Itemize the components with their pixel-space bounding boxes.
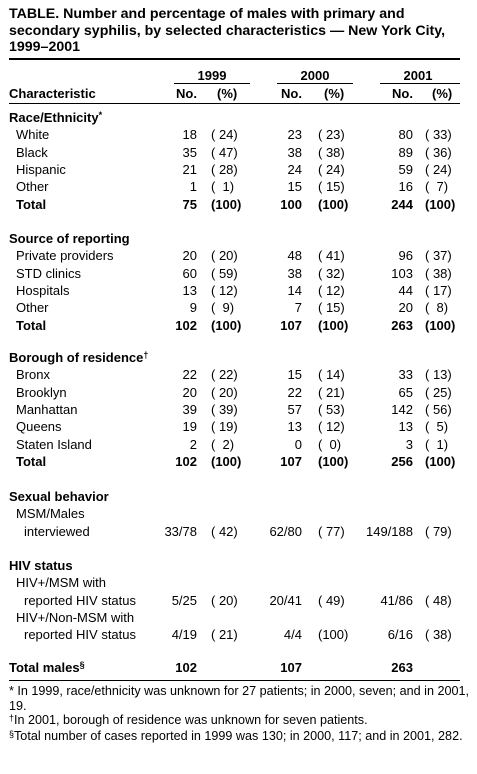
table-cell-pct: ( 8)	[425, 300, 449, 315]
table-cell-pct: ( 56)	[425, 402, 452, 417]
table-cell-no: 256	[391, 454, 413, 469]
header-rule	[9, 103, 460, 104]
pct-header-1999: (%)	[217, 86, 238, 101]
table-cell-no: 35	[182, 145, 197, 160]
year-underline-2000	[277, 83, 353, 84]
total-males-mark: §	[79, 660, 85, 670]
footnote-mark: *	[9, 684, 14, 698]
pct-header-2000: (%)	[324, 86, 345, 101]
table-cell-pct: ( 15)	[318, 300, 345, 315]
table-cell-pct: ( 22)	[211, 367, 238, 382]
table-cell-no: 20	[182, 248, 197, 263]
table-cell-no: 33	[398, 367, 413, 382]
table-row-label: STD clinics	[16, 266, 82, 281]
table-cell-no: 1	[189, 179, 197, 194]
table-cell-no: 22	[287, 385, 302, 400]
table-cell-pct: (100)	[211, 318, 242, 333]
section-heading	[9, 231, 130, 246]
table-cell-no: 65	[398, 385, 413, 400]
table-cell-pct: ( 23)	[318, 127, 345, 142]
table-cell-no: 60	[182, 266, 197, 281]
table-cell-no: 24	[287, 162, 302, 177]
table-cell-no: 21	[182, 162, 197, 177]
sexual-behavior-cell-no: 149/188	[366, 524, 413, 539]
table-cell-no: 103	[391, 266, 413, 281]
table-cell-pct: ( 28)	[211, 162, 238, 177]
table-cell-no: 13	[398, 419, 413, 434]
table-row-label: Total	[16, 318, 47, 333]
table-cell-pct: ( 59)	[211, 266, 238, 281]
table-cell-no: 7	[294, 300, 302, 315]
table-row-label: Brooklyn	[16, 385, 67, 400]
total-males-1999: 102	[175, 660, 197, 675]
table-cell-pct: ( 36)	[425, 145, 452, 160]
table-cell-pct: ( 19)	[211, 419, 238, 434]
total-males-2000: 107	[280, 660, 302, 675]
table-cell-no: 75	[182, 197, 197, 212]
table-cell-no: 23	[287, 127, 302, 142]
table-cell-no: 15	[287, 367, 302, 382]
section-heading	[9, 110, 102, 125]
table-cell-no: 80	[398, 127, 413, 142]
table-cell-pct: ( 32)	[318, 266, 345, 281]
table-cell-pct: (100)	[318, 454, 349, 469]
table-row-label: Total	[16, 197, 47, 212]
year-underline-2001	[380, 83, 460, 84]
table-cell-pct: (100)	[211, 454, 242, 469]
year-header-1999: 1999	[197, 68, 227, 83]
table-cell-pct: ( 41)	[318, 248, 345, 263]
hiv-nonmsm-cell-no: 4/4	[283, 627, 302, 642]
table-cell-no: 100	[280, 197, 302, 212]
table-cell-pct: (100)	[425, 454, 456, 469]
table-cell-no: 48	[287, 248, 302, 263]
table-cell-pct: (100)	[211, 197, 242, 212]
table-cell-pct: ( 1)	[211, 179, 235, 194]
footnote-mark: §	[9, 729, 15, 739]
table-cell-no: 102	[175, 454, 197, 469]
table-cell-no: 44	[398, 283, 413, 298]
no-header-2000: No.	[281, 86, 302, 101]
table-cell-pct: ( 1)	[425, 437, 449, 452]
table-cell-no: 142	[391, 402, 413, 417]
hiv-msm-cell-no: 20/41	[269, 593, 302, 608]
table-cell-pct: ( 5)	[425, 419, 449, 434]
table-cell-pct: (100)	[318, 318, 349, 333]
table-cell-no: 59	[398, 162, 413, 177]
hiv-msm-cell-no: 5/25	[171, 593, 197, 608]
table-cell-pct: ( 24)	[211, 127, 238, 142]
hiv-msm-label-line2: reported HIV status	[24, 593, 136, 608]
table-cell-pct: ( 14)	[318, 367, 345, 382]
table-cell-pct: ( 7)	[425, 179, 449, 194]
table-cell-pct: ( 20)	[211, 385, 238, 400]
table-cell-no: 102	[175, 318, 197, 333]
table-title: TABLE. Number and percentage of males with primary and secondary syphilis, by selected characteristics — New York City, 1999–2001	[9, 6, 446, 55]
table-cell-pct: ( 37)	[425, 248, 452, 263]
table-cell-pct: ( 12)	[318, 283, 345, 298]
table-cell-pct: (100)	[425, 197, 456, 212]
total-males-text: Total males	[9, 660, 80, 675]
hiv-nonmsm-cell-pct: (100)	[318, 627, 349, 642]
table-row-label: Private providers	[16, 248, 114, 263]
sexual-behavior-cell-pct: ( 79)	[425, 524, 452, 539]
hiv-msm-cell-pct: ( 49)	[318, 593, 345, 608]
footnote-text: Total number of cases reported in 1999 was 130; in 2000, 117; and in 2001, 282.	[14, 729, 463, 743]
table-row-label: Hispanic	[16, 162, 66, 177]
table-cell-no: 107	[280, 318, 302, 333]
table-cell-no: 9	[189, 300, 197, 315]
table-cell-pct: ( 33)	[425, 127, 452, 142]
table-cell-no: 13	[182, 283, 197, 298]
footnote-text: In 1999, race/ethnicity was unknown for 27 patients; in 2000, seven; and in 2001, 19.	[9, 684, 469, 713]
section-heading-text: Borough of residence	[9, 350, 144, 365]
table-cell-no: 89	[398, 145, 413, 160]
footnote-race	[9, 684, 471, 713]
table-cell-no: 16	[398, 179, 413, 194]
top-rule	[9, 58, 460, 60]
year-header-2000: 2000	[300, 68, 330, 83]
bottom-rule	[9, 680, 460, 681]
total-males-label	[9, 660, 85, 675]
total-males-2001: 263	[391, 660, 413, 675]
table-cell-no: 96	[398, 248, 413, 263]
pct-header-2001: (%)	[432, 86, 453, 101]
hiv-nonmsm-cell-pct: ( 38)	[425, 627, 452, 642]
year-header-2001: 2001	[403, 68, 433, 83]
footnote-borough	[9, 713, 471, 728]
table-cell-no: 14	[287, 283, 302, 298]
table-cell-pct: ( 20)	[211, 248, 238, 263]
table-cell-pct: ( 17)	[425, 283, 452, 298]
year-underline-1999	[174, 83, 250, 84]
section-heading-text: Source of reporting	[9, 231, 130, 246]
hiv-nonmsm-label-line2: reported HIV status	[24, 627, 136, 642]
table-cell-pct: (100)	[318, 197, 349, 212]
hiv-nonmsm-label-line1: HIV+/Non-MSM with	[16, 610, 135, 625]
table-cell-pct: ( 13)	[425, 367, 452, 382]
table-cell-no: 20	[398, 300, 413, 315]
table-row-label: Staten Island	[16, 437, 92, 452]
table-cell-no: 244	[391, 197, 413, 212]
hiv-status-heading: HIV status	[9, 558, 73, 573]
table-cell-pct: ( 24)	[318, 162, 345, 177]
table-cell-no: 20	[182, 385, 197, 400]
sexual-behavior-cell-no: 62/80	[269, 524, 302, 539]
table-cell-no: 263	[391, 318, 413, 333]
hiv-msm-cell-no: 41/86	[380, 593, 413, 608]
table-cell-no: 13	[287, 419, 302, 434]
msm-label-line1: MSM/Males	[16, 506, 85, 521]
table-cell-no: 19	[182, 419, 197, 434]
table-cell-pct: ( 24)	[425, 162, 452, 177]
table-row-label: Total	[16, 454, 47, 469]
table-cell-pct: ( 15)	[318, 179, 345, 194]
table-cell-pct: ( 38)	[425, 266, 452, 281]
table-cell-pct: (100)	[425, 318, 456, 333]
table-cell-no: 38	[287, 145, 302, 160]
table-cell-pct: ( 25)	[425, 385, 452, 400]
table-cell-pct: ( 47)	[211, 145, 238, 160]
section-heading-text: Race/Ethnicity	[9, 110, 99, 125]
table-row-label: Black	[16, 145, 48, 160]
table-cell-pct: ( 53)	[318, 402, 345, 417]
sexual-behavior-cell-no: 33/78	[164, 524, 197, 539]
hiv-nonmsm-cell-no: 4/19	[171, 627, 197, 642]
footnote-text: In 2001, borough of residence was unknown for seven patients.	[14, 713, 368, 727]
characteristic-header: Characteristic	[9, 86, 96, 101]
no-header-1999: No.	[176, 86, 197, 101]
table-cell-no: 22	[182, 367, 197, 382]
table-cell-no: 2	[189, 437, 197, 452]
section-heading-mark: *	[98, 110, 103, 120]
table-row-label: Other	[16, 300, 49, 315]
table-cell-pct: ( 2)	[211, 437, 235, 452]
section-heading-mark: †	[143, 350, 149, 360]
table-cell-no: 18	[182, 127, 197, 142]
table-cell-pct: ( 38)	[318, 145, 345, 160]
table-cell-pct: ( 0)	[318, 437, 342, 452]
section-heading	[9, 350, 148, 365]
hiv-msm-cell-pct: ( 48)	[425, 593, 452, 608]
table-cell-no: 3	[405, 437, 413, 452]
table-row-label: Hospitals	[16, 283, 70, 298]
table-row-label: Other	[16, 179, 49, 194]
table-cell-pct: ( 12)	[211, 283, 238, 298]
table-row-label: White	[16, 127, 50, 142]
table-cell-no: 0	[294, 437, 302, 452]
table-cell-no: 38	[287, 266, 302, 281]
hiv-nonmsm-cell-pct: ( 21)	[211, 627, 238, 642]
hiv-nonmsm-cell-no: 6/16	[387, 627, 413, 642]
table-cell-no: 15	[287, 179, 302, 194]
table-cell-no: 107	[280, 454, 302, 469]
sexual-behavior-heading: Sexual behavior	[9, 489, 109, 504]
table-row-label: Queens	[16, 419, 62, 434]
table-cell-no: 57	[287, 402, 302, 417]
footnote-total	[9, 729, 471, 744]
table-cell-pct: ( 9)	[211, 300, 235, 315]
sexual-behavior-cell-pct: ( 42)	[211, 524, 238, 539]
table-cell-pct: ( 39)	[211, 402, 238, 417]
hiv-msm-cell-pct: ( 20)	[211, 593, 238, 608]
msm-label-line2: interviewed	[24, 524, 90, 539]
sexual-behavior-cell-pct: ( 77)	[318, 524, 345, 539]
no-header-2001: No.	[392, 86, 413, 101]
table-cell-pct: ( 12)	[318, 419, 345, 434]
table-cell-no: 39	[182, 402, 197, 417]
table-row-label: Bronx	[16, 367, 50, 382]
hiv-msm-label-line1: HIV+/MSM with	[16, 575, 106, 590]
table-row-label: Manhattan	[16, 402, 78, 417]
footnote-mark: †	[9, 713, 15, 723]
table-cell-pct: ( 21)	[318, 385, 345, 400]
